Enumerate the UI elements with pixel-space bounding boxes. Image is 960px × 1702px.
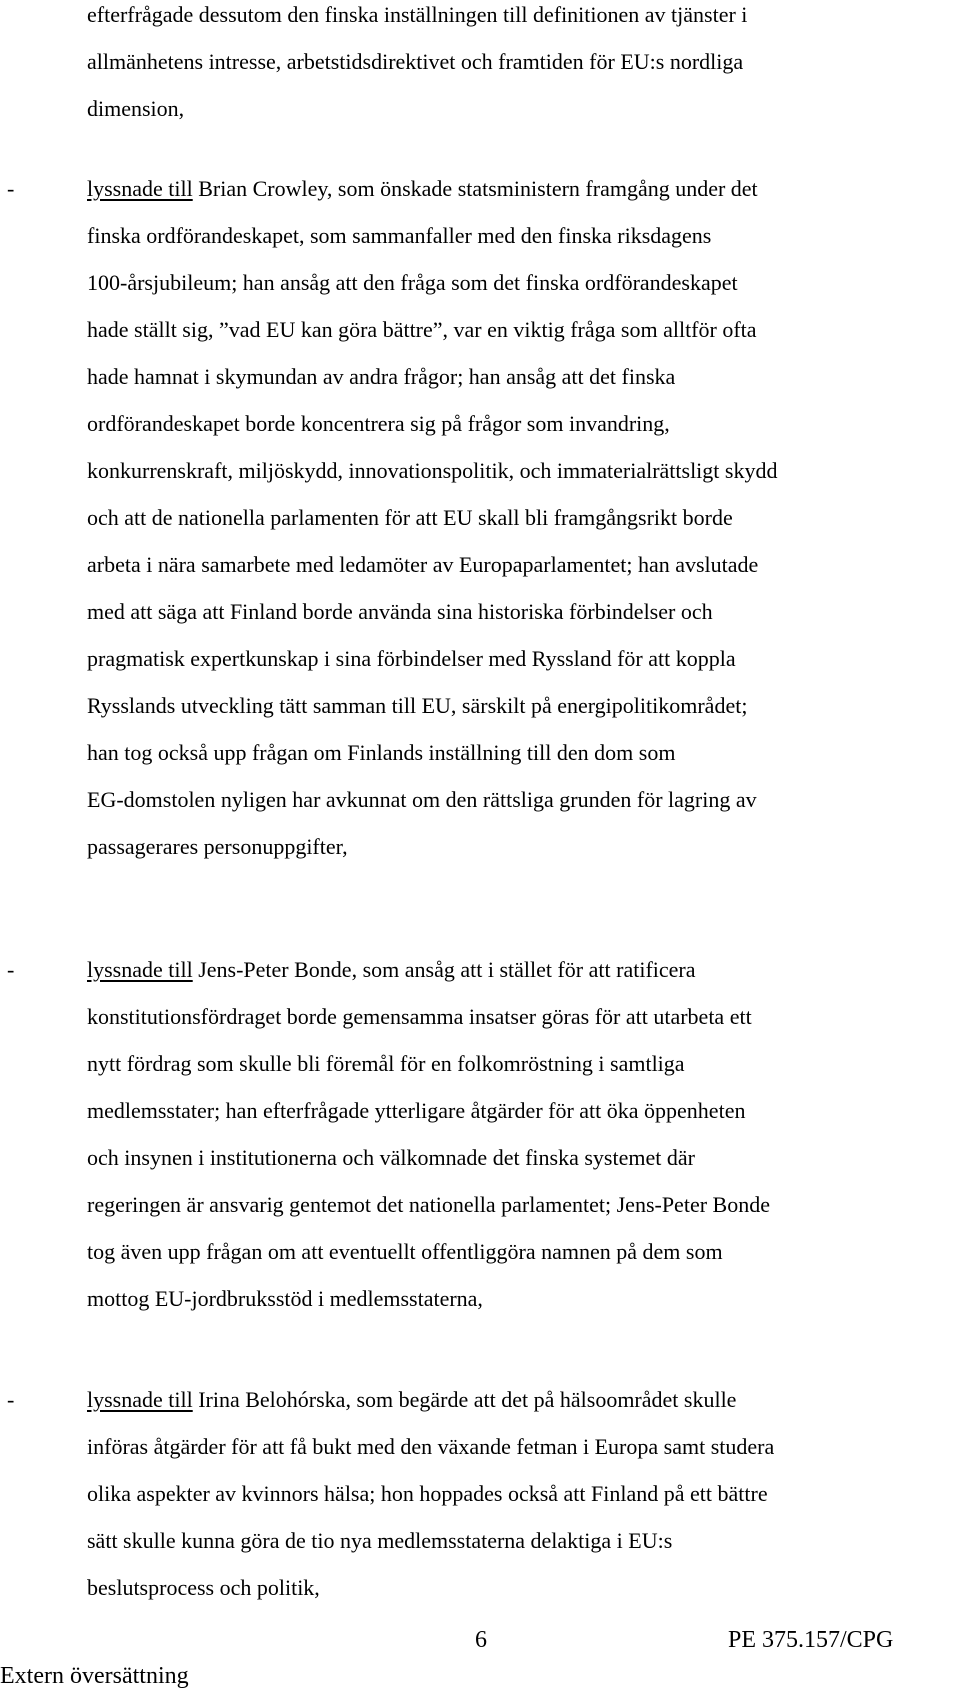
text-line: medlemsstater; han efterfrågade ytterligare åtgärder för att öka öppenheten [87, 1098, 746, 1123]
text-line: hade hamnat i skymundan av andra frågor; han ansåg att det finska [87, 364, 676, 389]
text-line: med att säga att Finland borde använda sina historiska förbindelser och [87, 599, 713, 624]
text-line: konstitutionsfördraget borde gemensamma insatser göras för att utarbeta ett [87, 1004, 752, 1029]
list-bullet-dash: - [7, 957, 15, 982]
text-line: ordförandeskapet borde koncentrera sig på frågor som invandring, [87, 411, 670, 436]
text-line: EG-domstolen nyligen har avkunnat om den rättsliga grunden för lagring av [87, 787, 757, 812]
text-line: nytt fördrag som skulle bli föremål för en folkomröstning i samtliga [87, 1051, 685, 1076]
underlined-lead: lyssnade till [87, 176, 193, 201]
text-line: finska ordförandeskapet, som sammanfaller med den finska riksdagens [87, 223, 712, 248]
text-line: Rysslands utveckling tätt samman till EU, särskilt på energipolitikområdet; [87, 693, 748, 718]
list-item-crowley [87, 165, 947, 870]
text-line: han tog också upp frågan om Finlands inställning till den dom som [87, 740, 676, 765]
list-item-bonde [87, 946, 947, 1322]
text-line: pragmatisk expertkunskap i sina förbindelser med Ryssland för att koppla [87, 646, 736, 671]
text-line: beslutsprocess och politik, [87, 1575, 320, 1600]
first-line-rest: Jens-Peter Bonde, som ansåg att i stället för att ratificera [192, 957, 696, 982]
underlined-lead: lyssnade till [87, 1387, 193, 1412]
first-line-rest: Brian Crowley, som önskade statsministern framgång under det [192, 176, 758, 201]
text-line: konkurrenskraft, miljöskydd, innovationspolitik, och immaterialrättsligt skydd [87, 458, 778, 483]
text-line: arbeta i nära samarbete med ledamöter av Europaparlamentet; han avslutade [87, 552, 759, 577]
list-bullet-dash: - [7, 1387, 15, 1412]
list-bullet-dash: - [7, 176, 15, 201]
text-line: passagerares personuppgifter, [87, 834, 348, 859]
text-line: mottog EU-jordbruksstöd i medlemsstaterna, [87, 1286, 483, 1311]
intro-paragraph [87, 0, 947, 132]
text-line [87, 946, 947, 993]
underlined-lead: lyssnade till [87, 957, 193, 982]
text-line [87, 1376, 947, 1423]
text-line [87, 165, 947, 212]
text-line: regeringen är ansvarig gentemot det nationella parlamentet; Jens-Peter Bonde [87, 1192, 770, 1217]
text-line: allmänhetens intresse, arbetstidsdirektivet och framtiden för EU:s nordliga [87, 49, 744, 74]
document-reference: PE 375.157/CPG [728, 1627, 894, 1653]
text-line: efterfrågade dessutom den finska inställningen till definitionen av tjänster i [87, 2, 748, 27]
text-line: och insynen i institutionerna och välkomnade det finska systemet där [87, 1145, 695, 1170]
page-number: 6 [475, 1627, 487, 1653]
translation-note: Extern översättning [0, 1663, 189, 1689]
first-line-rest: Irina Belohórska, som begärde att det på hälsoområdet skulle [192, 1387, 737, 1412]
text-line: 100-årsjubileum; han ansåg att den fråga som det finska ordförandeskapet [87, 270, 738, 295]
text-line: dimension, [87, 96, 185, 121]
list-item-belohorska [87, 1376, 947, 1611]
text-line: tog även upp frågan om att eventuellt offentliggöra namnen på dem som [87, 1239, 723, 1264]
text-line: olika aspekter av kvinnors hälsa; hon hoppades också att Finland på ett bättre [87, 1481, 768, 1506]
text-line: hade ställt sig, ”vad EU kan göra bättre”, var en viktig fråga som alltför ofta [87, 317, 757, 342]
text-line: införas åtgärder för att få bukt med den växande fetman i Europa samt studera [87, 1434, 775, 1459]
text-line: sätt skulle kunna göra de tio nya medlemsstaterna delaktiga i EU:s [87, 1528, 673, 1553]
text-line: och att de nationella parlamenten för att EU skall bli framgångsrikt borde [87, 505, 733, 530]
